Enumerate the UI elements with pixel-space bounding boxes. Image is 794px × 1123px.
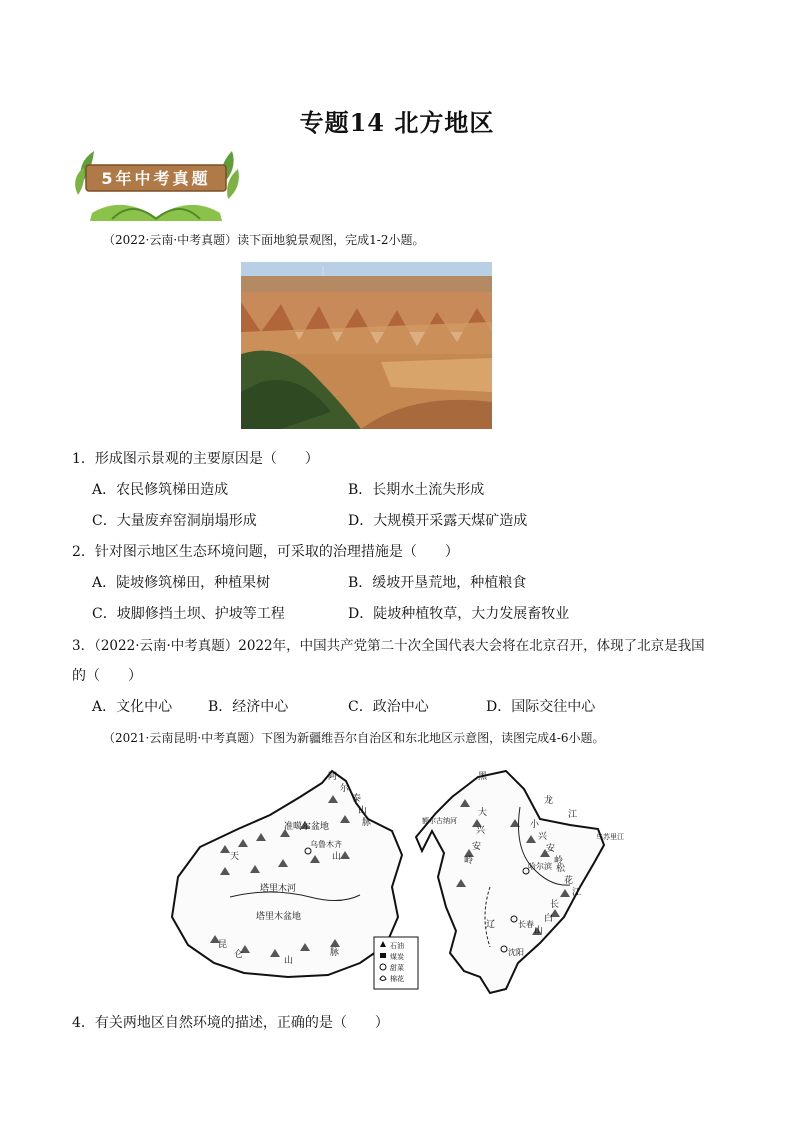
map-label-xj-9: 塔里木河 <box>260 884 297 894</box>
map-label-ne-15: 松 <box>556 864 566 874</box>
question-2-option-c[interactable]: C．坡脚修挡土坝、护坡等工程 <box>92 606 285 622</box>
question-1-option-c[interactable]: C．大量废弃窑洞崩塌形成 <box>92 513 257 529</box>
question-3-option-b[interactable]: B．经济中心 <box>208 699 289 715</box>
coal-icon <box>380 953 386 958</box>
map-label-ne-8: 兴 <box>538 832 548 842</box>
map-label-xj-4: 脉 <box>362 818 372 828</box>
map-label-ne-12: 长春 <box>518 920 534 929</box>
legend-coal: 煤炭 <box>390 953 404 961</box>
question-3-option-a[interactable]: A．文化中心 <box>92 699 173 715</box>
question-1-option-a[interactable]: A．农民修筑梯田造成 <box>92 482 229 498</box>
question-1-option-b[interactable]: B．长期水土流失形成 <box>348 482 485 498</box>
page-title: 专题14 北方地区 <box>299 108 495 137</box>
map-label-xj-1: 尔 <box>340 784 350 794</box>
map-label-ne-13: 沈阳 <box>508 948 524 957</box>
question-3-option-d[interactable]: D．国际交往中心 <box>486 699 596 715</box>
map-label-ne-9: 安 <box>546 844 556 854</box>
legend-cotton: 棉花 <box>390 975 404 983</box>
map-label-ne-0: 黑 <box>478 772 488 782</box>
question-2-option-b[interactable]: B．缓坡开垦荒地，种植粮食 <box>348 575 527 591</box>
legend-beet: 甜菜 <box>390 964 404 972</box>
question-3-option-c[interactable]: C．政治中心 <box>348 699 429 715</box>
landform-photo <box>241 262 492 429</box>
question-3-stem-line2: 的（ ） <box>72 668 142 684</box>
map-label-ne-10: 岭 <box>554 856 564 866</box>
map-label-xj-11: 昆 <box>218 940 228 950</box>
map-label-ne-11: 哈尔滨 <box>528 862 552 871</box>
map-label-ne-2: 江 <box>568 810 578 820</box>
map-label-ne-14: 辽 <box>486 920 496 930</box>
map-label-xj-8: 山 <box>332 852 342 862</box>
map-label-ne-19: 白 <box>544 914 554 924</box>
map-label-xj-2: 泰 <box>352 794 362 804</box>
question-2-stem: 2．针对图示地区生态环境问题，可采取的治理措施是（ ） <box>72 544 459 560</box>
xinjiang-northeast-map <box>160 767 624 995</box>
xinjiang-outline <box>172 771 402 977</box>
map-label-xj-12: 仑 <box>234 950 244 960</box>
map-label-ne-18: 长 <box>550 900 560 910</box>
map-label-xj-13: 山 <box>284 956 294 966</box>
map-label-ne-4: 兴 <box>476 826 486 836</box>
badge-text: 5年中考真题 <box>101 169 211 188</box>
intro-2021-kunming: （2021·云南昆明·中考真题）下图为新疆维吾尔自治区和东北地区示意图，读图完成4-6小题。 <box>103 731 605 745</box>
map-label-xj-6: 乌鲁木齐 <box>310 840 342 849</box>
northeast-outline <box>416 771 604 993</box>
question-4-stem: 4．有关两地区自然环境的描述，正确的是（ ） <box>72 1015 389 1031</box>
map-legend <box>374 937 418 989</box>
legend-oil: 石油 <box>390 942 404 950</box>
map-label-ne-6: 岭 <box>464 856 474 866</box>
map-label-xj-5: 准噶尔盆地 <box>284 822 330 832</box>
question-1-option-d[interactable]: D．大规模开采露天煤矿造成 <box>348 513 528 529</box>
map-label-ne-7: 小 <box>530 820 540 830</box>
map-label-ne-3: 大 <box>478 808 488 818</box>
question-3-stem-line1: 3．（2022·云南·中考真题）2022年，中国共产党第二十次全国代表大会将在北京召开，体现了北京是我国 <box>72 638 705 654</box>
map-label-xj-0: 阿 <box>328 772 338 782</box>
map-label-ne-20: 山 <box>534 926 544 936</box>
map-label-ne-5: 安 <box>472 842 482 852</box>
map-label-ne-1: 龙 <box>544 796 554 806</box>
question-2-option-a[interactable]: A．陡坡修筑梯田，种植果树 <box>92 575 271 591</box>
question-2-option-d[interactable]: D．陡坡种植牧草，大力发展畜牧业 <box>348 606 570 622</box>
question-1-stem: 1．形成图示景观的主要原因是（ ） <box>72 451 319 467</box>
map-label-ne-16: 花 <box>564 876 574 886</box>
map-label-xj-10: 塔里木盆地 <box>256 912 302 922</box>
map-label-xj-14: 脉 <box>330 948 340 958</box>
map-label-ne-21: 乌苏里江 <box>596 833 624 841</box>
section-badge <box>72 143 240 221</box>
map-label-ne-22: 额尔古纳河 <box>422 817 457 825</box>
map-label-ne-17: 江 <box>572 888 582 898</box>
intro-2022-yunnan: （2022·云南·中考真题）读下面地貌景观图，完成1-2小题。 <box>103 233 425 247</box>
map-label-xj-7: 天 <box>230 852 240 862</box>
map-label-xj-3: 山 <box>358 806 368 816</box>
